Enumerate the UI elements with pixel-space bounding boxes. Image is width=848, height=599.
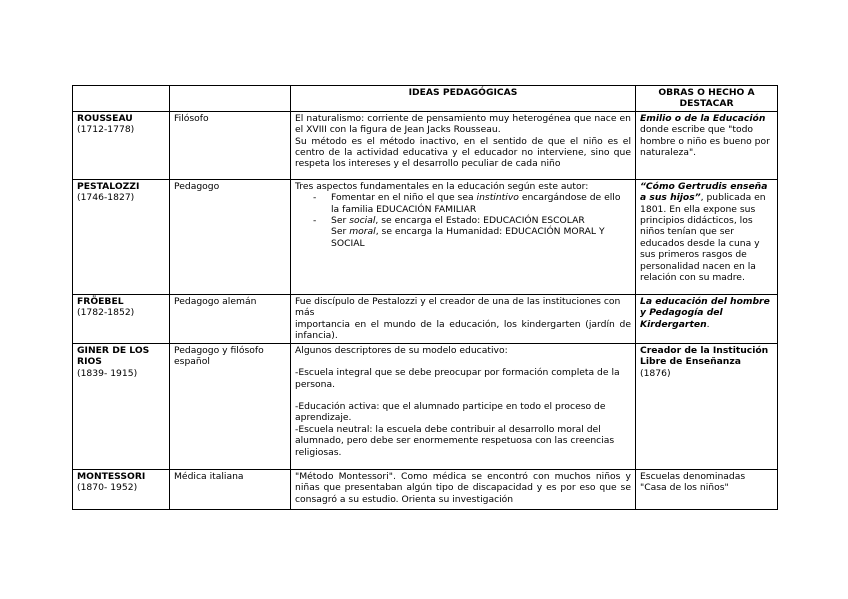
ideas-intro: Algunos descriptores de su modelo educativo: [295,344,508,356]
table-header-row [73,86,778,112]
ideas-line: Fue discípulo de Pestalozzi y el creador de una de las instituciones con más [295,295,621,319]
work-description: donde escribe que "todo hombre o niño es bueno por naturaleza". [640,124,770,159]
header-author [73,86,170,112]
role-cell: Filósofo [170,111,291,179]
author-cell [73,294,170,343]
works-cell [636,111,778,179]
ideas-paragraph: -Escuela integral que se debe preocupar por formación completa de la persona. [295,367,620,390]
work-description: , publicada en 1801. En ella expone sus principios didácticos, los niños tenían que ser educados desde la cuna y sus primeros rasgos de personalidad nacen en la relación con su madre. [640,192,766,284]
ideas-paragraph: Su método es el método inactivo, en el sentido de que el niño es el centro de la actividad educativa y el educador no interviene, sino que respeta los intereses y el desarrollo peculiar de cada niño [295,135,631,170]
author-cell [73,343,170,469]
ideas-cell [291,343,636,469]
work-title: “Cómo Gertrudis enseña a sus hijos” [640,180,768,204]
header-ideas: IDEAS PEDAGÓGICAS [291,86,636,112]
author-years: (1782-1852) [77,307,135,319]
pedagogues-table [72,85,778,510]
ideas-paragraph: El naturalismo: corriente de pensamiento muy heterogénea que nace en el XVIII con la figura de Jean Jacks Rousseau. [295,112,631,136]
author-cell [73,111,170,179]
ideas-cell [291,179,636,294]
header-role [170,86,291,112]
author-years: (1746-1827) [77,192,135,204]
table-row [73,469,778,509]
ideas-paragraph: -Educación activa: que el alumnado participe en todo el proceso de aprendizaje. [295,401,606,424]
table-row [73,179,778,294]
ideas-line: importancia en el mundo de la educación, los kindergarten (jardín de infancia). [295,318,631,342]
table-row [73,294,778,343]
author-years: (1712-1778) [77,124,135,136]
works-cell [636,294,778,343]
ideas-cell [291,111,636,179]
work-description: (1876) [640,367,671,379]
ideas-cell [291,294,636,343]
author-years: (1839- 1915) [77,367,138,379]
author-cell [73,179,170,294]
author-name: GINER DE LOS RIOS [77,344,150,368]
author-cell [73,469,170,509]
list-item: - Fomentar en el niño el que sea instintivo encargándose de ello la familia EDUCACIÓN FAMILIAR [331,192,631,215]
list-item: - Ser social, se encarga el Estado: EDUCACIÓN ESCOLAR Ser moral, se encarga la Humanidad: EDUCACIÓN MORAL Y SOCIAL [331,215,631,249]
work-title: La educación del hombre y Pedagogía del Kirdergarten [640,295,770,330]
work-title: Creador de la Institución Libre de Enseñanza [640,344,769,368]
ideas-cell: "Método Montessori". Como médica se encontró con muchos niños y niñas que presentaban algún tipo de discapacidad y es por eso que se consagró a su estudio. Orienta su investigación [291,469,636,509]
works-cell [636,343,778,469]
works-cell [636,179,778,294]
works-cell: Escuelas denominadas "Casa de los niños" [636,469,778,509]
role-cell: Médica italiana [170,469,291,509]
work-title: Emilio o de la Educación [640,112,766,124]
ideas-intro: Tres aspectos fundamentales en la educación según este autor: [295,180,589,192]
table-row [73,343,778,469]
ideas-list [295,192,631,249]
role-cell: Pedagogo y filósofo español [170,343,291,469]
role-cell: Pedagogo alemán [170,294,291,343]
author-name: PESTALOZZI [77,180,140,192]
author-name: MONTESSORI [77,470,146,482]
ideas-paragraph: -Escuela neutral: la escuela debe contribuir al desarrollo moral del alumnado, pero debe ser enormemente respetuosa con las creencias religiosas. [295,423,615,458]
author-name: ROUSSEAU [77,112,133,124]
header-works: OBRAS O HECHO A DESTACAR [636,86,778,112]
author-years: (1870- 1952) [77,482,138,494]
role-cell: Pedagogo [170,179,291,294]
work-description: . [706,318,710,330]
table-row [73,111,778,179]
author-name: FRÖEBEL [77,295,124,307]
